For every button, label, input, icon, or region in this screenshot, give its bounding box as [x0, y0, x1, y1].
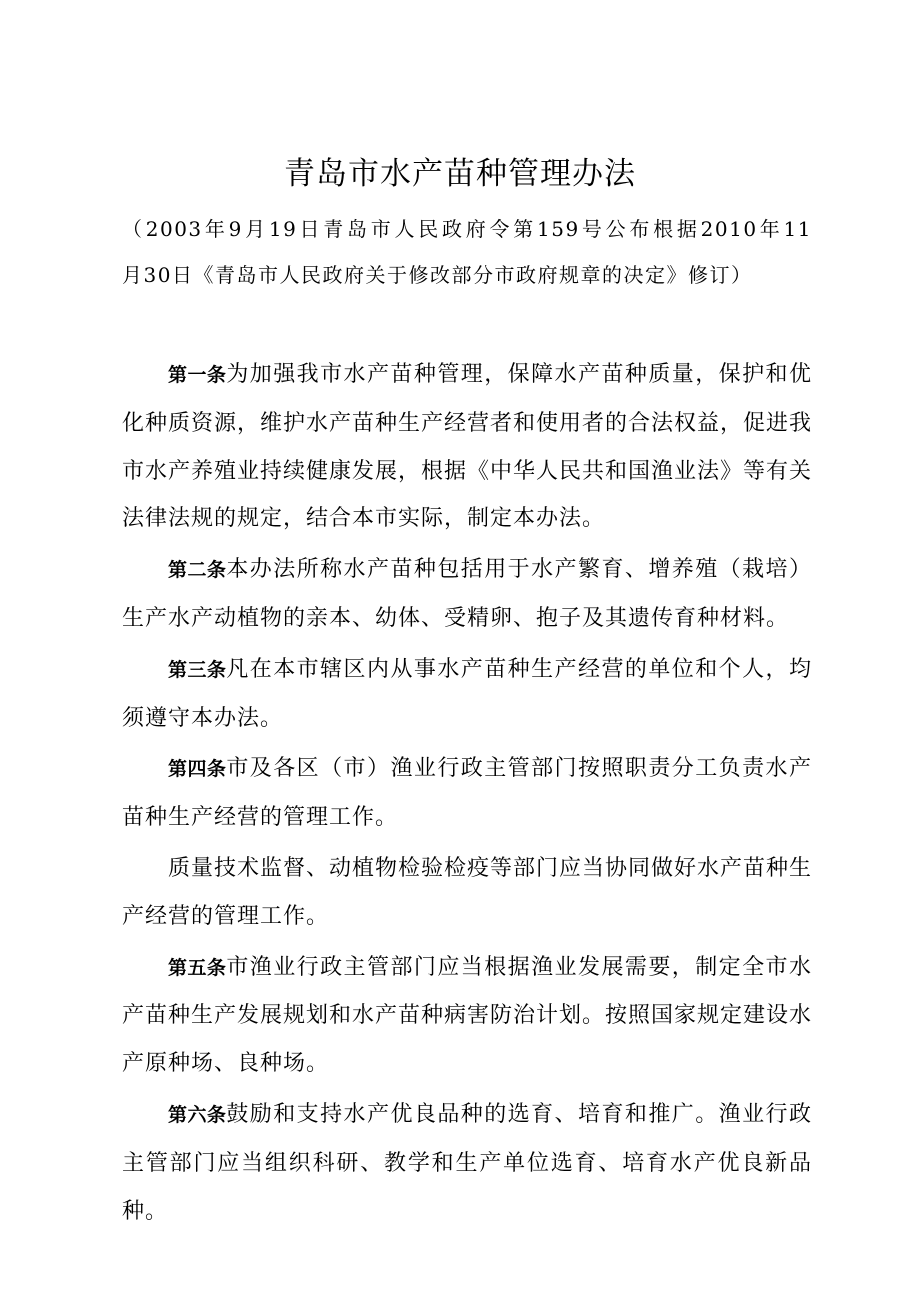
article-text: 凡在本市辖区内从事水产苗种生产经营的单位和个人，均须遵守本办法。 [122, 656, 812, 731]
article-label: 第三条 [168, 658, 227, 681]
subtitle-line-2: 月30日《青岛市人民政府关于修改部分市政府规章的决定》修订） [122, 263, 753, 287]
article-text: 为加强我市水产苗种管理，保障水产苗种质量，保护和优化种质资源，维护水产苗种生产经营者和使用者的合法权益，促进我市水产养殖业持续健康发展，根据《中华人民共和国渔业法》等有关法律法规的规定，结合本市实际，制定本办法。 [122, 362, 813, 532]
document-body [122, 351, 812, 1238]
article-4-clause-2 [122, 845, 812, 941]
article-2 [122, 546, 812, 643]
article-label: 第一条 [168, 364, 227, 386]
article-text: 市及各区（市）渔业行政主管部门按照职责分工负责水产苗种生产经营的管理工作。 [122, 756, 812, 831]
article-1 [122, 351, 812, 543]
article-3 [122, 646, 812, 743]
article-text: 本办法所称水产苗种包括用于水产繁育、增养殖（栽培）生产水产动植物的亲本、幼体、受精卵、抱子及其遗传育种材料。 [122, 557, 812, 631]
article-label: 第六条 [168, 1103, 227, 1126]
article-5 [122, 944, 812, 1088]
document-title: 青岛市水产苗种管理办法 [284, 156, 636, 192]
article-text: 鼓励和支持水产优良品种的选育、培育和推广。渔业行政主管部门应当组织科研、教学和生产单位选育、培育水产优良新品种。 [122, 1101, 812, 1224]
article-label: 第二条 [168, 559, 227, 582]
article-text: 市渔业行政主管部门应当根据渔业发展需要，制定全市水产苗种生产发展规划和水产苗种病害防治计划。按照国家规定建设水产原种场、良种场。 [122, 954, 813, 1077]
article-6 [122, 1091, 812, 1235]
article-label: 第五条 [168, 956, 227, 979]
article-label: 第四条 [168, 758, 227, 781]
article-text: 质量技术监督、动植物检验检疫等部门应当协同做好水产苗种生产经营的管理工作。 [122, 855, 813, 929]
subtitle-line-1: （2003年9月19日青岛市人民政府令第159号公布根据2010年11 [122, 217, 812, 241]
document-subtitle [122, 206, 812, 298]
article-4 [122, 745, 812, 842]
